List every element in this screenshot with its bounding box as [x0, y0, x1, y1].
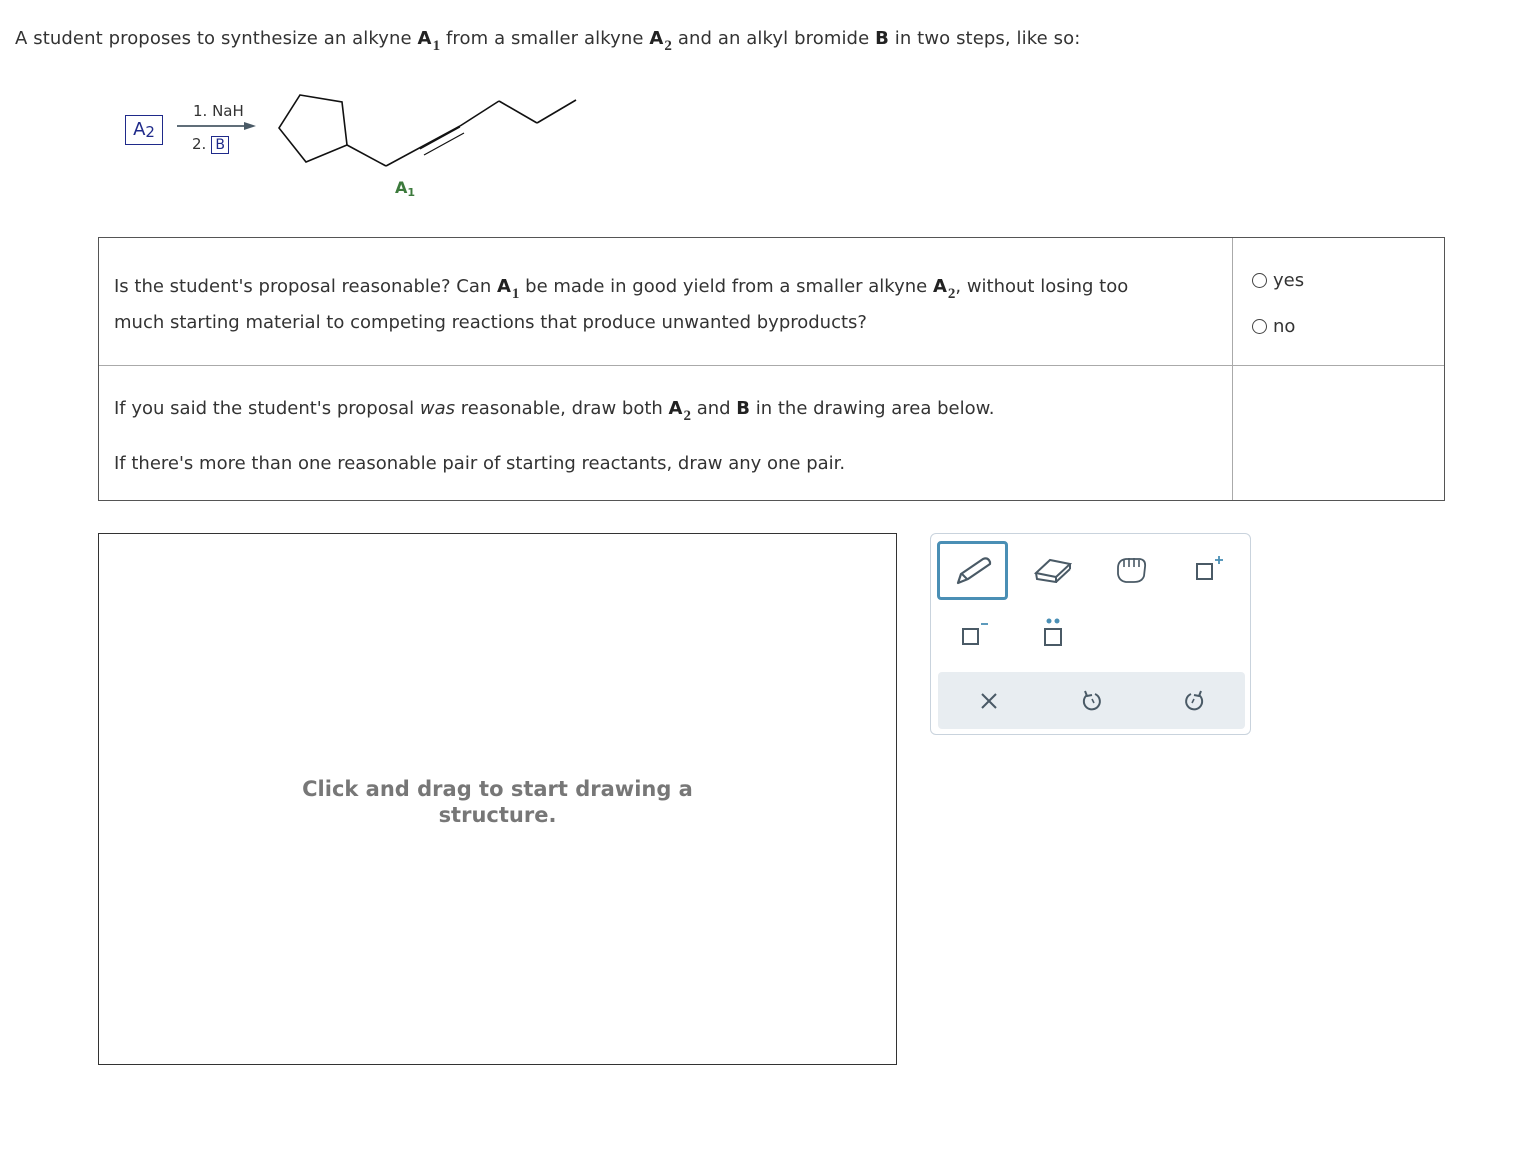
instruction-line2: If there's more than one reasonable pair of starting reactants, draw any one pair.	[114, 453, 846, 474]
q-a2-sub: 2	[683, 408, 691, 424]
column-divider	[1232, 238, 1233, 500]
redo-icon	[1182, 689, 1206, 713]
intro-a1-letter: A	[417, 28, 432, 49]
undo-button[interactable]	[1062, 672, 1122, 729]
q-a2-letter: A	[932, 276, 947, 297]
add-charge-tool[interactable]	[1175, 541, 1243, 597]
intro-part: and an alkyl bromide	[672, 28, 876, 49]
reactant-sub: 2	[145, 123, 155, 141]
hand-tool[interactable]	[1097, 541, 1165, 597]
row-divider	[99, 365, 1444, 366]
q-part: , without losing too	[955, 276, 1129, 297]
pencil-icon	[953, 556, 993, 586]
radio-yes[interactable]	[1252, 270, 1304, 291]
question-line2: much starting material to competing reactions that produce unwanted byproducts?	[114, 312, 867, 333]
q-part: in the drawing area below.	[750, 398, 995, 419]
eraser-icon	[1032, 555, 1074, 583]
product-letter: A	[395, 178, 408, 197]
q-b-letter: B	[736, 398, 751, 419]
q-emphasis: was	[419, 398, 455, 419]
placeholder-line2: structure.	[438, 803, 557, 827]
radio-no[interactable]	[1252, 316, 1295, 337]
intro-a2-sub: 2	[664, 38, 673, 54]
clear-icon	[978, 690, 1000, 712]
product-structure	[270, 88, 590, 178]
q-part: and	[690, 398, 737, 419]
eraser-tool[interactable]	[1019, 541, 1087, 597]
clear-button[interactable]	[959, 672, 1019, 729]
radio-circle[interactable]	[1252, 319, 1267, 334]
q-a2-sub: 2	[947, 286, 956, 302]
intro-part: A student proposes to synthesize an alkyne	[15, 28, 418, 49]
action-bar	[938, 672, 1245, 729]
intro-part: from a smaller alkyne	[440, 28, 650, 49]
q-a1-letter: A	[496, 276, 511, 297]
canvas-placeholder	[99, 776, 896, 828]
drawing-toolbar	[930, 533, 1251, 735]
q-part: be made in good yield from a smaller alkyne	[519, 276, 933, 297]
intro-b-letter: B	[875, 28, 889, 49]
radio-circle[interactable]	[1252, 273, 1267, 288]
add-charge-icon	[1191, 554, 1227, 584]
q-part: If you said the student's proposal	[114, 398, 420, 419]
subtract-charge-icon	[955, 619, 991, 649]
reactant-a2-box	[125, 115, 163, 145]
lone-pair-icon	[1035, 617, 1071, 651]
instruction-line1	[114, 398, 995, 424]
subtract-charge-tool[interactable]	[937, 606, 1008, 662]
step1-reagent: 1. NaH	[193, 102, 244, 120]
intro-a2-letter: A	[649, 28, 664, 49]
step2-prefix: 2.	[192, 135, 207, 153]
q-a2-letter: A	[668, 398, 683, 419]
product-sub: 1	[407, 186, 416, 199]
intro-text	[15, 28, 1081, 54]
radio-no-label: no	[1273, 316, 1296, 337]
step2-reagent	[192, 135, 229, 154]
intro-a1-sub: 1	[432, 38, 441, 54]
lone-pair-tool[interactable]	[1019, 606, 1087, 662]
intro-part: in two steps, like so:	[888, 28, 1081, 49]
redo-button[interactable]	[1164, 672, 1224, 729]
reaction-arrow	[170, 118, 260, 134]
reactant-letter: A	[133, 119, 146, 140]
q-part: reasonable, draw both	[455, 398, 669, 419]
pencil-tool[interactable]	[937, 541, 1008, 600]
radio-yes-label: yes	[1273, 270, 1305, 291]
drawing-canvas[interactable]	[98, 533, 897, 1065]
product-label	[395, 178, 415, 197]
question-line1	[114, 276, 1129, 302]
undo-icon	[1080, 689, 1104, 713]
q-part: Is the student's proposal reasonable? Can	[114, 276, 497, 297]
hand-icon	[1114, 554, 1148, 584]
step2-b-box: B	[211, 136, 229, 154]
question-table	[98, 237, 1445, 501]
placeholder-line1: Click and drag to start drawing a	[302, 777, 693, 801]
q-a1-sub: 1	[511, 286, 520, 302]
